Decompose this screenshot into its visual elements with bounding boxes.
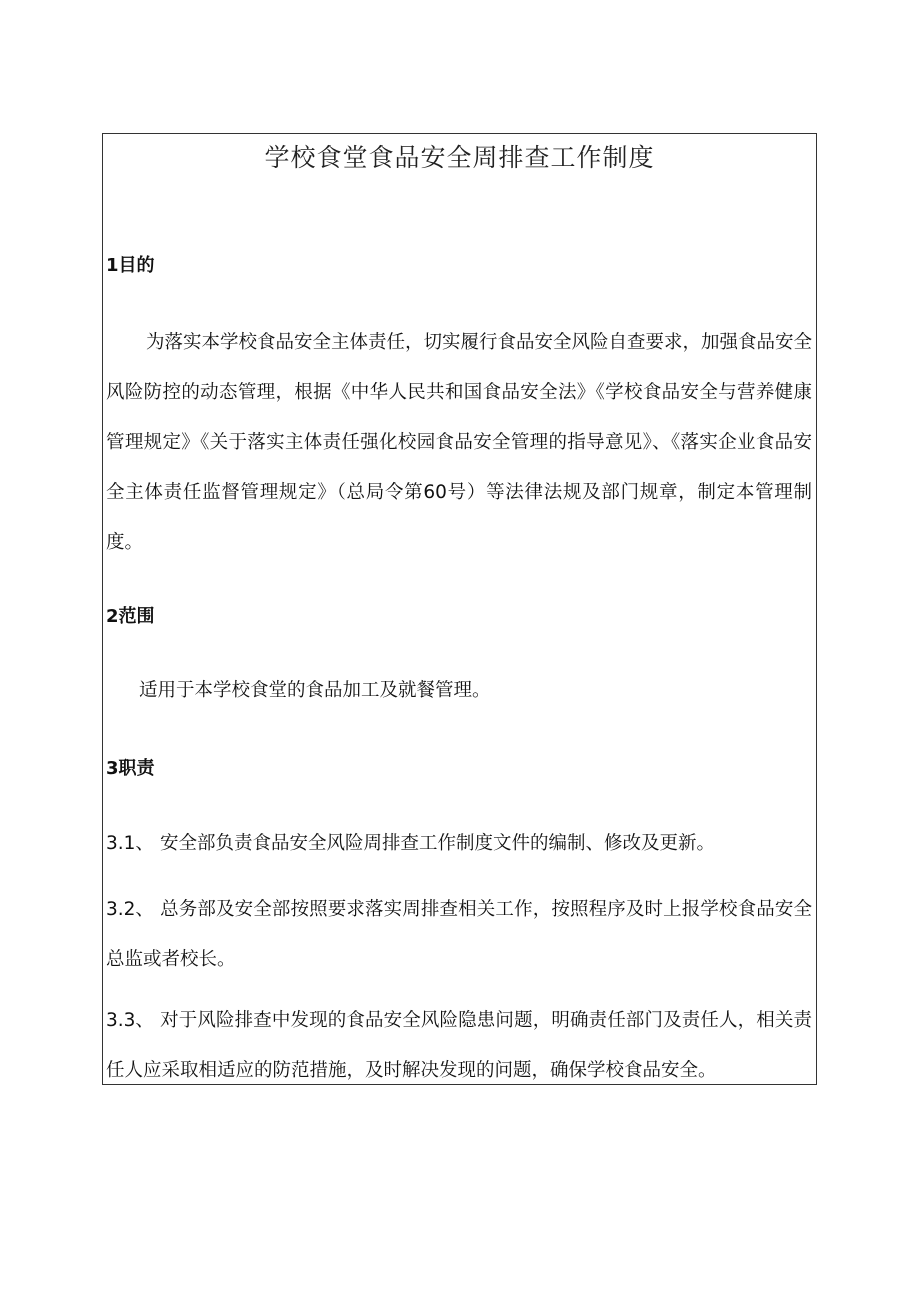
duty-item-text: 对于风险排查中发现的食品安全风险隐患问题，明确责任部门及责任人，相关责任人应采取相适应的防范措施，及时解决发现的问题，确保学校食品安全。 — [106, 1010, 812, 1081]
section-body-purpose: 为落实本学校食品安全主体责任，切实履行食品安全风险自查要求，加强食品安全风险防控的动态管理，根据《中华人民共和国食品安全法》《学校食品安全与营养健康管理规定》《关于落实主体责任强化校园食品安全管理的指导意见》、《落实企业食品安全主体责任监督管理规定》（总局令第60号）等法律法规及部门规章，制定本管理制度。 — [106, 332, 813, 553]
duty-item-number: 3.1、 — [106, 833, 154, 854]
duty-item-text: 总务部及安全部按照要求落实周排查相关工作，按照程序及时上报学校食品安全总监或者校长。 — [106, 899, 812, 970]
section-heading-purpose: 1目的 — [106, 255, 155, 276]
duty-item-number: 3.2、 — [106, 899, 154, 920]
section-heading-scope: 2范围 — [106, 606, 155, 627]
duty-item-text: 安全部负责食品安全风险周排查工作制度文件的编制、修改及更新。 — [160, 833, 716, 854]
document-frame — [102, 133, 817, 1085]
section-heading-duties: 3职责 — [106, 758, 155, 779]
document-title: 学校食堂食品安全周排查工作制度 — [264, 143, 655, 172]
duty-item — [106, 996, 812, 1096]
duty-item — [106, 885, 812, 985]
section-body-scope: 适用于本学校食堂的食品加工及就餐管理。 — [139, 680, 491, 701]
duty-item — [106, 819, 812, 869]
duty-item-number: 3.3、 — [106, 1010, 154, 1031]
